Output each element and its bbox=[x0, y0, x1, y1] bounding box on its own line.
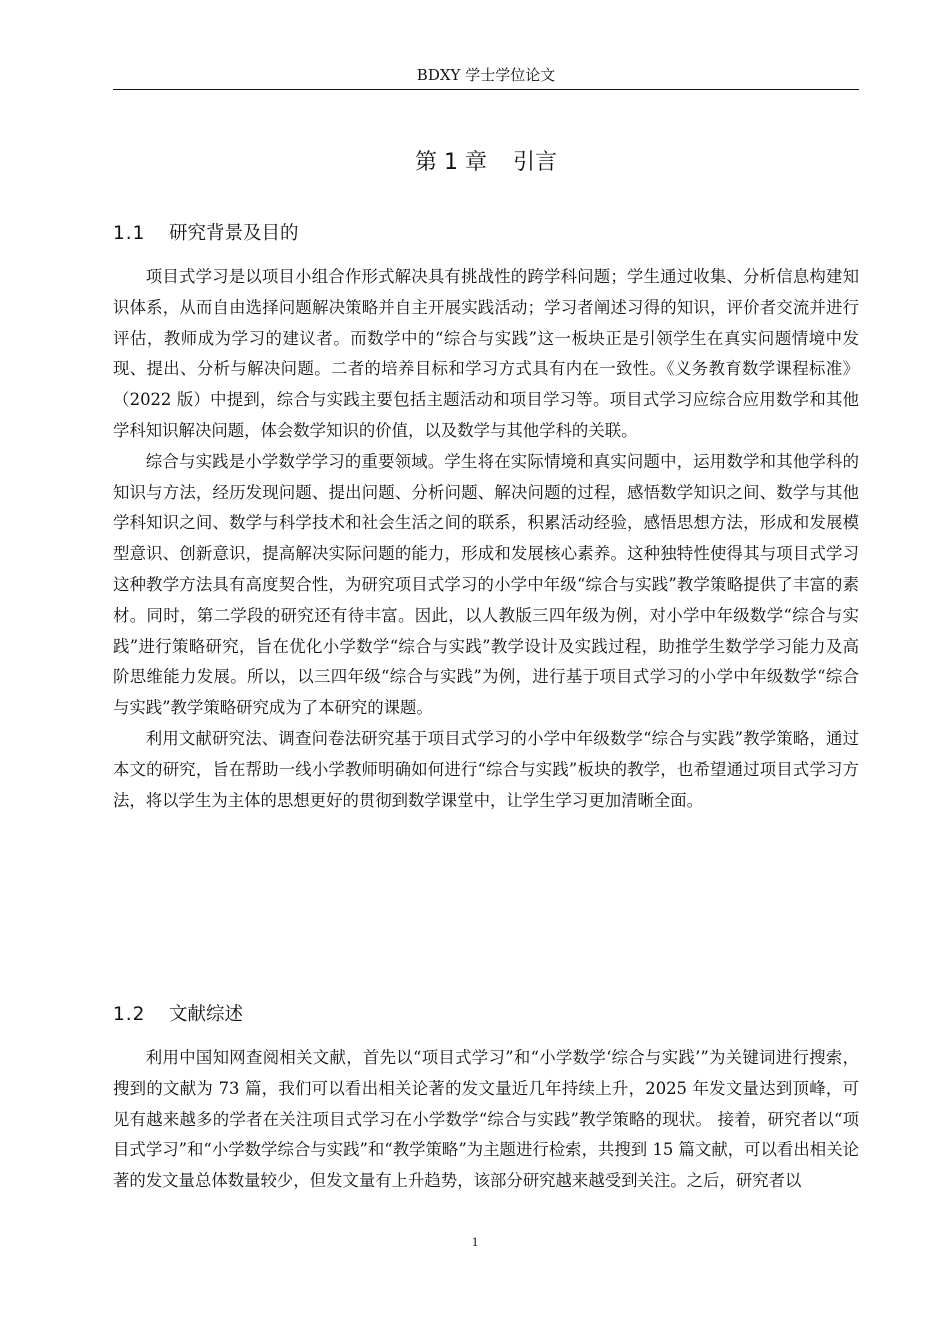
section-title: 文献综述 bbox=[169, 1004, 244, 1025]
section-body-1-1 bbox=[113, 262, 859, 816]
header-divider bbox=[113, 89, 859, 90]
section-body-1-2 bbox=[113, 1043, 859, 1197]
section-heading-1-2 bbox=[113, 1000, 859, 1030]
paragraph: 项目式学习是以项目小组合作形式解决具有挑战性的跨学科问题；学生通过收集、分析信息构建知识体系，从而自由选择问题解决策略并自主开展实践活动；学习者阐述习得的知识，评价者交流并进行评估，教师成为学习的建议者。而数学中的“综合与实践”这一板块正是引领学生在真实问题情境中发现、提出、分析与解决问题。二者的培养目标和学习方式具有内在一致性。《义务教育数学课程标准》（2022 版）中提到，综合与实践主要包括主题活动和项目学习等。项目式学习应综合应用数学和其他学科知识解决问题，体会数学知识的价值，以及数学与其他学科的关联。 bbox=[113, 267, 859, 440]
running-header: BDXY 学士学位论文 bbox=[416, 66, 556, 84]
section-number: 1.2 bbox=[113, 1004, 146, 1025]
chapter-number: 第 1 章 bbox=[415, 150, 487, 175]
chapter-title bbox=[113, 146, 859, 180]
paragraph: 利用文献研究法、调查问卷法研究基于项目式学习的小学中年级数学“综合与实践”教学策略，通过本文的研究，旨在帮助一线小学教师明确如何进行“综合与实践”板块的教学，也希望通过项目式学习方法，将以学生为主体的思想更好的贯彻到数学课堂中，让学生学习更加清晰全面。 bbox=[113, 728, 859, 810]
section-heading-1-1 bbox=[113, 219, 859, 249]
section-number: 1.1 bbox=[113, 223, 146, 244]
paragraph: 利用中国知网查阅相关文献，首先以“项目式学习”和“小学数学‘综合与实践’”为关键词进行搜索，搜到的文献为 73 篇，我们可以看出相关论著的发文量近几年持续上升，2025 年发文量达到顶峰，可见有越来越多的学者在关注项目式学习在小学数学“综合与实践”教学策略的现状。 接着，研究者以“项目式学习”和“小学数学综合与实践”和“教学策略”为主题进行检索，共搜到 15 篇文献，可以看出相关论著的发文量总体数量较少，但发文量有上升趋势，该部分研究越来越受到关注。之后，研究者以 bbox=[113, 1048, 859, 1191]
chapter-name: 引言 bbox=[512, 150, 557, 175]
paragraph: 综合与实践是小学数学学习的重要领域。学生将在实际情境和真实问题中，运用数学和其他学科的知识与方法，经历发现问题、提出问题、分析问题、解决问题的过程，感悟数学知识之间、数学与其他学科知识之间、数学与科学技术和社会生活之间的联系，积累活动经验，感悟思想方法，形成和发展模型意识、创新意识，提高解决实际问题的能力，形成和发展核心素养。这种独特性使得其与项目式学习这种教学方法具有高度契合性，为研究项目式学习的小学中年级“综合与实践”教学策略提供了丰富的素材。同时，第二学段的研究还有待丰富。因此，以人教版三四年级为例，对小学中年级数学“综合与实践”进行策略研究，旨在优化小学数学“综合与实践”教学设计及实践过程，助推学生数学学习能力及高阶思维能力发展。所以，以三四年级“综合与实践”为例，进行基于项目式学习的小学中年级数学“综合与实践”教学策略研究成为了本研究的课题。 bbox=[113, 451, 859, 718]
page-number: 1 bbox=[471, 1234, 479, 1249]
section-title: 研究背景及目的 bbox=[169, 223, 299, 244]
